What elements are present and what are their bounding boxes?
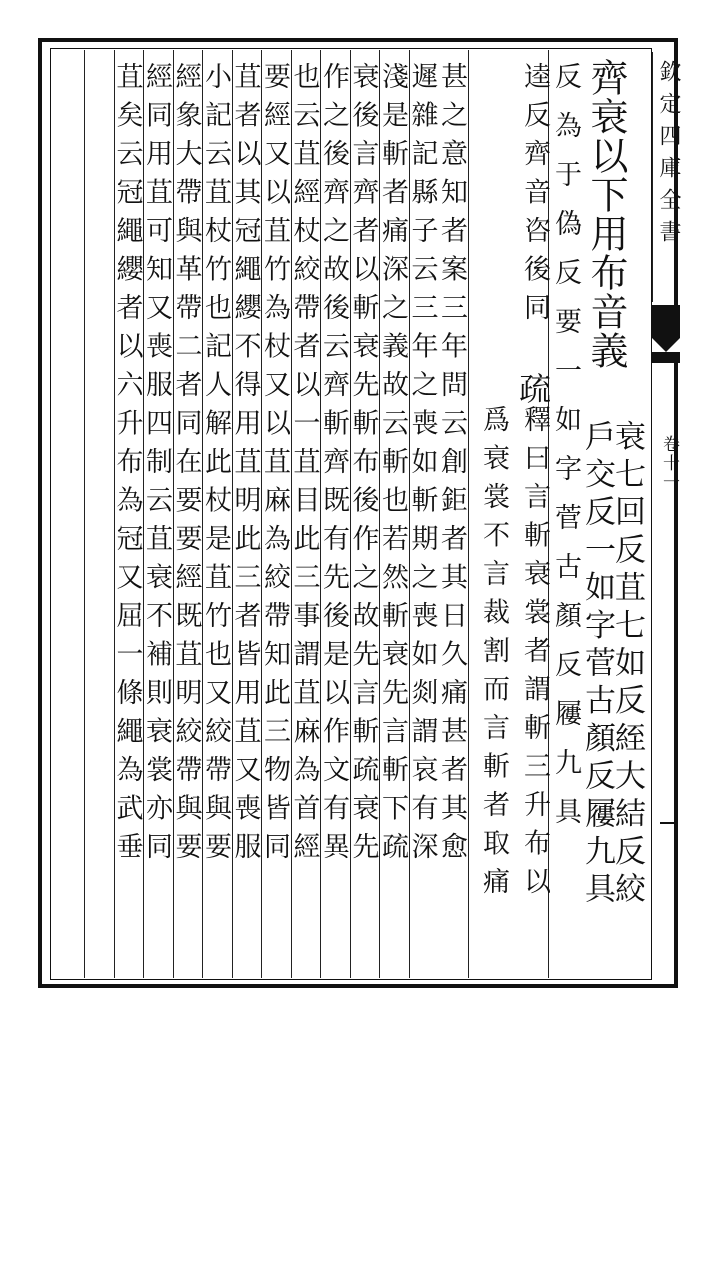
- text-column-7: 衰後言齊者以斬衰先斬布後作之故先言斬疏衰先: [347, 62, 379, 871]
- text-column-12: 小記云苴杖竹也記人解此杖是苴竹也又絞帶與要: [200, 62, 231, 871]
- column-rule: [468, 50, 469, 978]
- text-column-8: 作之後齊之故後云齊斬齊既有先後是以作文有異: [318, 62, 349, 871]
- fish-tail-mark: [652, 305, 680, 363]
- text-column-3: 爲衰裳不言裁割而言斬者取痛: [478, 405, 509, 906]
- text-column-4: 甚之意知者案三年問云創鉅者其日久痛甚者其愈: [436, 62, 467, 871]
- text-column-11: 苴者以其冠繩纓不得用苴明此三者皆用苴又喪服: [229, 62, 261, 871]
- text-column-14: 經同用苴可知又喪服四制云苴衰不補則衰裳亦同: [141, 62, 172, 871]
- text-column-10: 要經又以苴竹為杖又以苴麻為絞帶知此三物皆同: [259, 62, 290, 871]
- section-heading: 齊衰以下用布音義: [584, 58, 628, 370]
- text-column-6: 淺是斬者痛深之義故云斬也若然斬衰先言斬下疏: [377, 62, 408, 871]
- text-column-9: 也云苴經杖絞帶者以一苴目此三事謂苴麻為首經: [288, 62, 320, 871]
- shu-marker: 疏: [514, 372, 552, 407]
- text-column-1: 反為于偽反要一如字菅古顏反屨九具: [550, 62, 581, 846]
- heading-note-left: 戶交反一如字菅古顏反屨九具: [579, 420, 615, 911]
- text-column-15: 苴矣云冠繩纓者以六升布為冠又屈一條繩為武垂: [111, 62, 143, 871]
- text-column-2: 逵反齊音咨後同: [519, 62, 550, 332]
- page-mark: [660, 822, 676, 824]
- column-rule: [84, 50, 85, 978]
- text-column-13: 經象大帶與革帶二者同在要要經既苴明絞帶與要: [170, 62, 202, 871]
- fish-tail-notch: [652, 338, 680, 352]
- text-column-5: 遲雜記縣子云三年之喪如斬期之喪如剡謂哀有深: [406, 62, 438, 871]
- text-column-2b: 釋曰言斬衰裳者謂斬三升布以: [519, 405, 550, 906]
- book-title: 欽定四庫全書: [656, 60, 681, 252]
- heading-note-right: 衰七回反苴七如反絰大結反絞: [609, 420, 645, 911]
- juan-number: 卷十一: [659, 435, 679, 492]
